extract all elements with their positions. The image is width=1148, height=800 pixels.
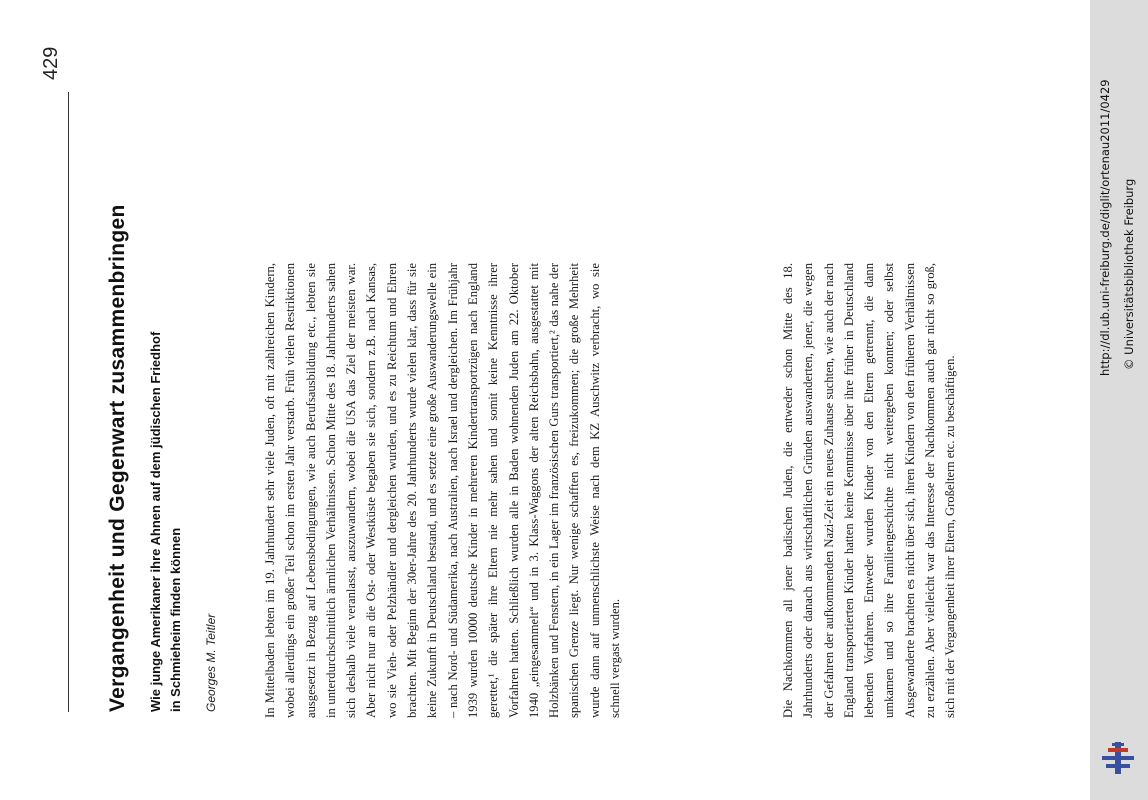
subtitle-line-2: in Schmieheim finden können	[168, 527, 183, 712]
article-subtitle	[146, 292, 186, 712]
header-rule	[68, 92, 69, 712]
subtitle-line-1: Wie junge Amerikaner ihre Ahnen auf dem jüdischen Friedhof	[148, 331, 163, 712]
library-sidebar	[1090, 0, 1148, 800]
article-title: Vergangenheit und Gegenwart zusammenbringen	[106, 204, 129, 712]
copyright-notice: © Universitätsbibliothek Freiburg	[1122, 178, 1136, 370]
paragraph-text: Die Nachkommen all jener badischen Juden, die entweder schon Mitte des 18. Jahrhunderts oder danach aus wirtschaftlichen Gründen auswanderten, jener, die wegen der Gefahren der aufkommenden Nazi-Zeit ein neues Zuhause suchten, wie auch der nach England transportierten Kinder hatten keine Kenntnisse über ihre früher in Deutschland lebenden Vorfahren. Entweder wurden Kinder von den Eltern getrennt, die dann umkamen und so ihre Familiengeschichte nicht weitergeben konnten; oder selbst Ausgewanderte brachten es nicht über sich, ihren Kindern von den früheren Verhältnissen zu erzählen. Aber vielleicht war das Interesse der Nachkommen auch gar nicht so groß, sich mit der Vergangenheit ihrer Eltern, Großeltern etc. zu beschäftigen.	[781, 263, 958, 718]
page-number: 429	[40, 46, 62, 80]
body-paragraph-1	[260, 263, 625, 718]
permalink-url[interactable]: http://dl.ub.uni-freiburg.de/diglit/ortenau2011/0429	[1098, 79, 1112, 376]
paragraph-text: In Mittelbaden lebten im 19. Jahrhundert sehr viele Juden, oft mit zahlreichen Kindern, wobei allerdings ein großer Teil schon im ersten Jahr verstarb. Früh vielen Restriktionen ausgesetzt in Bezug auf Lebensbedingungen, wie auch Berufsausbildung etc., lebten sie in unterdurchschnittlich ärmlichen Verhältnissen. Schon Mitte des 18. Jahrhunderts sahen sich deshalb viele veranlasst, auszuwandern, wobei die USA das Ziel der meisten war. Aber nicht nur an die Ost- oder Westküste begaben sie sich, sondern z.B. nach Kansas, wo sie Vieh- oder Pelzhändler und dergleichen wurden, und es zu Reichtum und Ehren brachten. Mit Beginn der 30er-Jahre des 20. Jahrhunderts wurde vielen klar, dass für sie keine Zukunft in Deutschland bestand, und es setzte eine große Auswanderungswelle ein – nach Nord- und Südamerika, nach Australien, nach Israel und dergleichen. Im Frühjahr 1939 wurden 10000 deutsche Kinder in mehreren Kindertransportzügen nach England gerettet,¹ die später ihre Eltern nie mehr sahen und somit keine Kenntnisse ihrer Vorfahren hatten. Schließlich wurden alle in Baden wohnenden Juden am 22. Oktober 1940 „eingesammelt“ und in 3. Klass-Waggons der alten Reichsbahn, ausgestattet mit Holzbänken und Fenstern, in ein Lager im französischen Gurs transportiert,² das nahe der spanischen Grenze liegt. Nur wenige schafften es, freizukommen; die große Mehrheit wurde dann auf unmenschlichste Weise nach dem KZ Auschwitz verbracht, wo sie schnell vergast wurden.	[263, 263, 623, 718]
ub-freiburg-logo-icon	[1098, 738, 1138, 778]
article-author: Georges M. Teitler	[204, 613, 218, 712]
sidebar-content	[1090, 0, 1148, 800]
body-paragraph-2	[778, 263, 961, 718]
